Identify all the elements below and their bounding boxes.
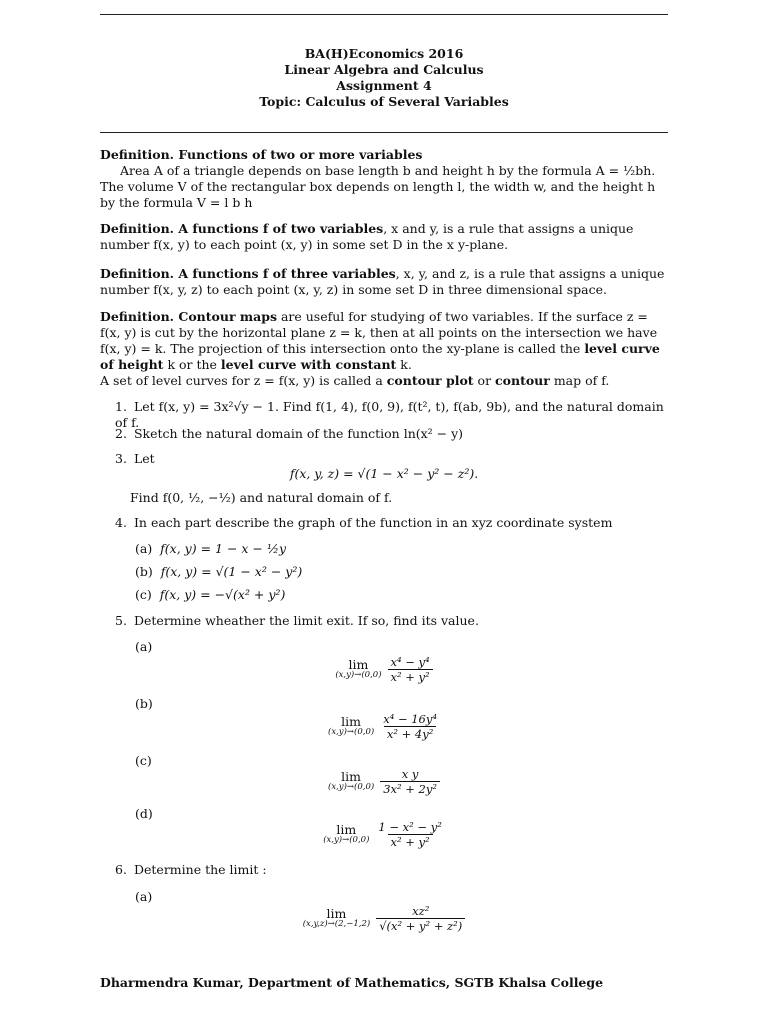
definition-text: , x, y, and z, is a rule that assigns a unique number f(x, y, z) to each point (x, y, z) in some set D in three dimensional space. (100, 266, 665, 297)
fraction-denominator: 3x² + 2y² (380, 781, 440, 796)
header-course: BA(H)Economics 2016 (304, 46, 464, 61)
definition-title: Definition. Contour maps (100, 309, 277, 324)
problem-number: 1. (115, 399, 127, 414)
definition-text: A set of level curves for z = f(x, y) is called a (100, 373, 387, 388)
definition-term: level curve with constant (220, 357, 397, 372)
function-expression: f(x, y) = −√(x² + y²) (159, 587, 286, 602)
fraction-denominator: x² + y² (388, 834, 433, 849)
definition-functions-multivariable (100, 147, 670, 211)
problem-5 (115, 613, 665, 629)
lim-operator: lim (341, 713, 362, 729)
problem-5d-label: (d) (135, 806, 153, 821)
problem-5b-limit (100, 712, 668, 741)
problem-5b-label: (b) (135, 696, 153, 711)
definition-term: level curve of height (100, 341, 660, 372)
problem-4c (135, 587, 285, 603)
definition-text: are useful for studying of two variables. If the surface z = f(x, y) is cut by the horizontal plane z = k, then at all points on the intersection we have f(x, y) = k. The projection of this intersection onto the xy-plane is called the (100, 309, 658, 356)
fraction-numerator: x⁴ − y⁴ (390, 655, 430, 669)
problem-3-equation: f(x, y, z) = √(1 − x² − y² − z²). (289, 466, 479, 481)
assignment-header (100, 46, 668, 110)
problem-number: 3. (115, 451, 127, 466)
problem-text: Let f(x, y) = 3x²√y − 1. Find f(1, 4), f(0, 9), f(t², t), f(ab, 9b), and the natural domain of f. (115, 399, 664, 430)
lim-operator: lim (336, 821, 357, 837)
problem-number: 2. (115, 426, 127, 441)
fraction-numerator: xz² (412, 904, 430, 918)
sub-label: (c) (135, 587, 152, 602)
definition-text: k or the (163, 357, 221, 372)
definition-text: or (473, 373, 496, 388)
top-rule (100, 14, 668, 15)
fraction-numerator: 1 − x² − y² (378, 820, 442, 834)
header-topic: Topic: Calculus of Several Variables (259, 94, 509, 109)
definition-text: , x and y, is a rule that assigns a unique number f(x, y) to each point (x, y) in some set D in the x y-plane. (100, 221, 634, 252)
fraction-denominator: x² + y² (388, 669, 433, 684)
definition-title: Definition. Functions of two or more variables (100, 147, 423, 162)
problem-6 (115, 862, 665, 878)
definition-text: k. (396, 357, 412, 372)
header-assignment: Assignment 4 (336, 78, 432, 93)
lim-operator: lim (348, 656, 369, 672)
problem-4 (115, 515, 665, 531)
fraction-denominator: √(x² + y² + z²) (376, 918, 465, 933)
problem-2 (115, 426, 665, 442)
sub-label: (b) (135, 564, 153, 579)
sub-label: (a) (135, 541, 153, 556)
lim-subscript: (x,y)→(0,0) (328, 726, 375, 737)
lim-operator: lim (326, 905, 347, 921)
problem-text: Determine the limit : (133, 862, 267, 877)
lim-subscript: (x,y)→(0,0) (323, 834, 370, 845)
fraction-numerator: x⁴ − 16y⁴ (383, 712, 437, 726)
problem-number: 4. (115, 515, 127, 530)
header-subject: Linear Algebra and Calculus (284, 62, 484, 77)
problem-text: Sketch the natural domain of the function ln(x² − y) (133, 426, 464, 441)
lim-subscript: (x,y)→(0,0) (328, 781, 375, 792)
definition-title: Definition. A functions f of two variables (100, 221, 384, 236)
contour-plot-sentence (100, 373, 670, 389)
definition-contour-maps (100, 309, 670, 389)
problem-4a (135, 541, 286, 557)
fraction-denominator: x² + 4y² (384, 726, 436, 741)
problem-3-find: Find f(0, ½, −½) and natural domain of f. (130, 490, 393, 505)
problem-text: Let (133, 451, 155, 466)
problem-3 (115, 451, 665, 467)
problem-6a-limit (100, 904, 668, 933)
definition-term: contour (495, 373, 550, 388)
lim-subscript: (x,y)→(0,0) (335, 669, 382, 680)
problem-text: In each part describe the graph of the function in an xyz coordinate system (133, 515, 613, 530)
footer-author: Dharmendra Kumar, Department of Mathematics, SGTB Khalsa College (100, 975, 604, 990)
problem-5c-label: (c) (135, 753, 152, 768)
header-rule (100, 132, 668, 133)
lim-subscript: (x,y,z)→(2,−1,2) (302, 918, 371, 929)
problem-text: Determine wheather the limit exit. If so, find its value. (133, 613, 479, 628)
function-expression: f(x, y) = √(1 − x² − y²) (160, 564, 303, 579)
problem-5a-limit (100, 655, 668, 684)
problem-5a-label: (a) (135, 639, 153, 654)
problem-6a-label: (a) (135, 889, 153, 904)
fraction-numerator: x y (401, 767, 419, 781)
problem-number: 6. (115, 862, 127, 877)
definition-three-variables (100, 266, 670, 298)
problem-5d-limit (100, 820, 668, 849)
lim-operator: lim (341, 768, 362, 784)
definition-text: The volume V of the rectangular box depends on length l, the width w, and the height h by the formula V = l b h (100, 179, 656, 210)
definition-text: map of f. (549, 373, 610, 388)
definition-text: Area A of a triangle depends on base length b and height h by the formula A = ½bh. (120, 163, 656, 178)
problem-number: 5. (115, 613, 127, 628)
definition-two-variables (100, 221, 670, 253)
problem-5c-limit (100, 767, 668, 796)
function-expression: f(x, y) = 1 − x − ½y (160, 541, 287, 556)
problem-4b (135, 564, 302, 580)
definition-term: contour plot (386, 373, 474, 388)
definition-title: Definition. A functions f of three variables (100, 266, 396, 281)
